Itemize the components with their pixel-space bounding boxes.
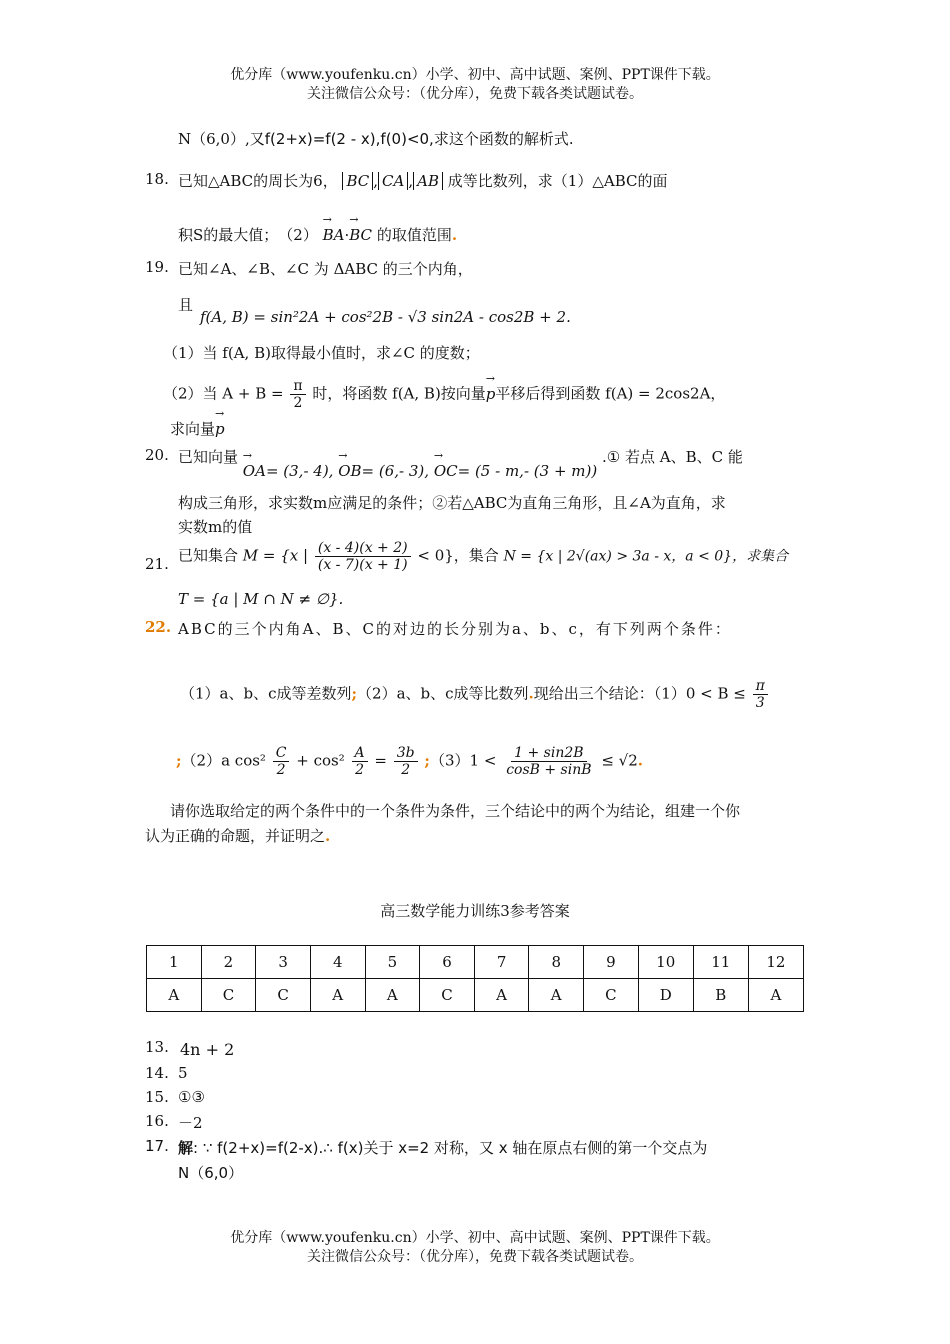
q20-vec-oa: → OA bbox=[243, 462, 266, 480]
q18-line2: 积S的最大值； （2） → BA·→ BC 的取值范围. bbox=[178, 224, 457, 245]
q19-frac-pi-2 bbox=[290, 378, 305, 411]
answer-17-number: 17. bbox=[145, 1137, 169, 1155]
answer-13-number: 13. bbox=[145, 1038, 169, 1056]
q22-frac-pi-3 bbox=[753, 678, 768, 711]
answer-cell: D bbox=[638, 979, 693, 1012]
q22-frac-den: 3 bbox=[755, 695, 765, 711]
q22-semi-3: ; bbox=[424, 751, 430, 770]
q19-part2 bbox=[163, 378, 725, 411]
answer-15-value: ①③ bbox=[178, 1088, 205, 1106]
answers-value-row bbox=[147, 979, 804, 1012]
footer-line-2: 关注微信公众号：（优分库），免费下载各类试题试卷。 bbox=[307, 1249, 643, 1265]
answer-17-line2: N（6,0） bbox=[178, 1164, 244, 1182]
q19-number: 19. bbox=[145, 258, 169, 276]
q21-set-t: T = {a | M ∩ N ≠ ∅}. bbox=[178, 590, 344, 608]
q22-c2: + cos² bbox=[296, 751, 345, 770]
q19-formula: f(A, B) = sin²2A + cos²2B - √3 sin2A - cos2B + 2. bbox=[200, 308, 571, 326]
answer-cell: A bbox=[529, 979, 584, 1012]
answer-cell: A bbox=[310, 979, 365, 1012]
q20-number: 20. bbox=[145, 446, 169, 464]
q22-frac-sin-den: cosB + sinB bbox=[506, 762, 592, 778]
answers-header-row bbox=[147, 946, 804, 979]
q22-c5: （3）1 < bbox=[429, 751, 497, 770]
answer-header-cell: 4 bbox=[310, 946, 365, 979]
q21-text-mend: < 0}，集合 bbox=[417, 546, 499, 565]
answer-cell: A bbox=[147, 979, 202, 1012]
q22-frac-a-num: A bbox=[352, 745, 368, 762]
q18-text-c: 积S的最大值； （2） bbox=[178, 226, 318, 244]
answer-header-cell: 1 bbox=[147, 946, 202, 979]
q18-abs-ab: AB bbox=[413, 172, 443, 190]
q22-c1: （2）a cos² bbox=[181, 751, 266, 770]
q22-frac-sin-num: 1 + sin2B bbox=[511, 745, 586, 762]
q22-cond1: （1）a、b、c成等差数列 bbox=[180, 684, 352, 703]
q20-oc-value: = (5 - m,- (3 + m)) bbox=[457, 462, 598, 480]
q19-p2-text-b: 时，将函数 f(A, B)按向量 bbox=[312, 384, 486, 403]
q19-frac-den: 2 bbox=[293, 395, 303, 411]
q20-vec-ob: → OB bbox=[338, 462, 361, 480]
answer-cell: C bbox=[420, 979, 475, 1012]
answers-table bbox=[146, 945, 804, 1012]
q17-text-a: N（6,0）,又 bbox=[178, 130, 265, 148]
q22-c3: = bbox=[374, 751, 387, 770]
q22-dot-3: . bbox=[325, 827, 331, 845]
q22-frac-c2 bbox=[273, 745, 290, 778]
q20-text-a: 已知向量 bbox=[178, 448, 239, 466]
answer-header-cell: 11 bbox=[693, 946, 748, 979]
answer-14-number: 14. bbox=[145, 1064, 169, 1082]
answer-header-cell: 8 bbox=[529, 946, 584, 979]
q20-line2: 构成三角形，求实数m应满足的条件；②若△ABC为直角三角形，且∠A为直角，求 bbox=[178, 494, 726, 512]
q19-line1: 已知∠A、∠B、∠C 为 ΔABC 的三个内角， bbox=[178, 260, 473, 278]
q21-frac-num: (x - 4)(x + 2) bbox=[315, 540, 411, 557]
q19-part3 bbox=[170, 418, 225, 439]
q19-qie: 且 bbox=[178, 296, 194, 314]
q20-vec-oc: → OC bbox=[434, 462, 458, 480]
answers-title: 高三数学能力训练3参考答案 bbox=[380, 902, 570, 920]
answer-header-cell: 10 bbox=[638, 946, 693, 979]
answer-cell: C bbox=[201, 979, 256, 1012]
answer-cell: A bbox=[474, 979, 529, 1012]
q17-text-b: f(2+x)=f(2 - x),f(0)<0,求这个函数的解析式. bbox=[264, 130, 574, 148]
answer-header-cell: 12 bbox=[748, 946, 803, 979]
answer-header-cell: 2 bbox=[201, 946, 256, 979]
answer-header-cell: 5 bbox=[365, 946, 420, 979]
q21-set-m: M = {x | bbox=[242, 546, 309, 565]
answer-15-number: 15. bbox=[145, 1088, 169, 1106]
q18-dot: . bbox=[451, 226, 458, 244]
answer-13-value: 4n + 2 bbox=[180, 1040, 235, 1059]
q21-frac bbox=[315, 540, 411, 573]
q22-text-e: 认为正确的命题，并证明之 bbox=[145, 827, 326, 845]
q18-number: 18. bbox=[145, 170, 169, 188]
q19-part1: （1）当 f(A, B)取得最小值时，求∠C 的度数； bbox=[163, 344, 480, 362]
q20-text-b: .① 若点 A、B、C 能 bbox=[601, 448, 743, 466]
answer-17-text: : ∵ f(2+x)=f(2-x).∴ f(x)关于 x=2 对称，又 x 轴在原点右侧的第一个交点为 bbox=[193, 1139, 708, 1157]
q18-text-b: 成等比数列，求（1）△ABC的面 bbox=[447, 172, 668, 190]
q22-c6: ≤ √2 bbox=[601, 751, 638, 770]
answer-17-jie: 解 bbox=[178, 1139, 194, 1157]
q21-text-a: 已知集合 bbox=[178, 546, 239, 565]
q18-line1: 已知△ABC的周长为6， BC , CA , AB 成等比数列，求（1）△ABC的面 bbox=[178, 172, 668, 190]
q18-text-a: 已知△ABC的周长为6， bbox=[178, 172, 338, 190]
q22-frac-b-num: 3b bbox=[394, 745, 418, 762]
q22-dot: . bbox=[528, 684, 534, 703]
q22-frac-a-den: 2 bbox=[355, 762, 365, 778]
q22-semi: ; bbox=[351, 684, 358, 703]
q22-line-e bbox=[145, 825, 330, 846]
q19-p3-text: 求向量 bbox=[170, 420, 216, 438]
q22-line-d: 请你选取给定的两个条件中的一个条件为条件，三个结论中的两个为结论，组建一个你 bbox=[170, 802, 741, 820]
header-line-1: 优分库（www.youfenku.cn）小学、初中、高中试题、案例、PPT课件下载。 bbox=[230, 67, 720, 83]
q18-vec-ba: → BA bbox=[323, 226, 345, 244]
answer-cell: C bbox=[584, 979, 639, 1012]
q22-frac-3b2 bbox=[394, 745, 418, 778]
q22-frac-b-den: 2 bbox=[401, 762, 411, 778]
answer-14-value: 5 bbox=[178, 1064, 188, 1082]
q19-p2-text-a: （2）当 A + B = bbox=[163, 384, 284, 403]
footer-line-1: 优分库（www.youfenku.cn）小学、初中、高中试题、案例、PPT课件下载。 bbox=[230, 1230, 720, 1246]
answer-header-cell: 9 bbox=[584, 946, 639, 979]
q20-line1 bbox=[178, 446, 808, 480]
q19-p2-text-c: 平移后得到函数 f(A) = 2cos2A， bbox=[495, 384, 726, 403]
q22-frac-c-den: 2 bbox=[276, 762, 286, 778]
q19-frac-num: π bbox=[290, 378, 305, 395]
q21-line1 bbox=[178, 540, 808, 573]
q17-continuation bbox=[178, 128, 574, 149]
q18-abs-bc: BC bbox=[342, 172, 373, 190]
q22-frac-sin bbox=[503, 745, 594, 778]
answer-17-line1 bbox=[178, 1137, 808, 1158]
answer-cell: A bbox=[365, 979, 420, 1012]
q22-number: 22. bbox=[145, 618, 172, 636]
q19-vec-p2: → p bbox=[215, 420, 225, 438]
q22-line1: ABC的三个内角A、B、C的对边的长分别为a、b、c，有下列两个条件： bbox=[178, 620, 732, 638]
q22-conclusions bbox=[176, 745, 643, 778]
q22-conditions bbox=[180, 678, 770, 711]
q21-frac-den: (x - 7)(x + 1) bbox=[317, 557, 408, 573]
q18-vec-bc: → BC bbox=[349, 226, 372, 244]
answer-cell: C bbox=[256, 979, 311, 1012]
q18-abs-ca: CA bbox=[378, 172, 408, 190]
answer-header-cell: 3 bbox=[256, 946, 311, 979]
answer-16-number: 16. bbox=[145, 1112, 169, 1130]
q22-frac-a2 bbox=[352, 745, 368, 778]
q20-ob-value: = (6,- 3), bbox=[361, 462, 430, 480]
q20-oa-value: = (3,- 4), bbox=[265, 462, 334, 480]
q20-line3: 实数m的值 bbox=[178, 518, 253, 536]
q21-set-n: N = {x | 2√(ax) > 3a - x，a < 0}，求集合 bbox=[503, 548, 789, 565]
q18-text-d: 的取值范围 bbox=[376, 226, 452, 244]
q22-semi-2: ; bbox=[176, 751, 182, 770]
answer-header-cell: 7 bbox=[474, 946, 529, 979]
q22-dot-2: . bbox=[637, 751, 643, 770]
header-line-2: 关注微信公众号：（优分库），免费下载各类试题试卷。 bbox=[307, 86, 643, 102]
q22-frac-num: π bbox=[753, 678, 768, 695]
q22-cond2: （2）a、b、c成等比数列 bbox=[357, 684, 529, 703]
answer-cell: B bbox=[693, 979, 748, 1012]
q22-conclusion1: 现给出三个结论：（1）0 < B ≤ bbox=[533, 684, 746, 703]
answer-header-cell: 6 bbox=[420, 946, 475, 979]
answer-16-value: －2 bbox=[178, 1114, 203, 1132]
q22-frac-c-num: C bbox=[273, 745, 290, 762]
q21-number: 21. bbox=[145, 555, 169, 573]
q19-vec-p: → p bbox=[486, 385, 496, 403]
answer-cell: A bbox=[748, 979, 803, 1012]
